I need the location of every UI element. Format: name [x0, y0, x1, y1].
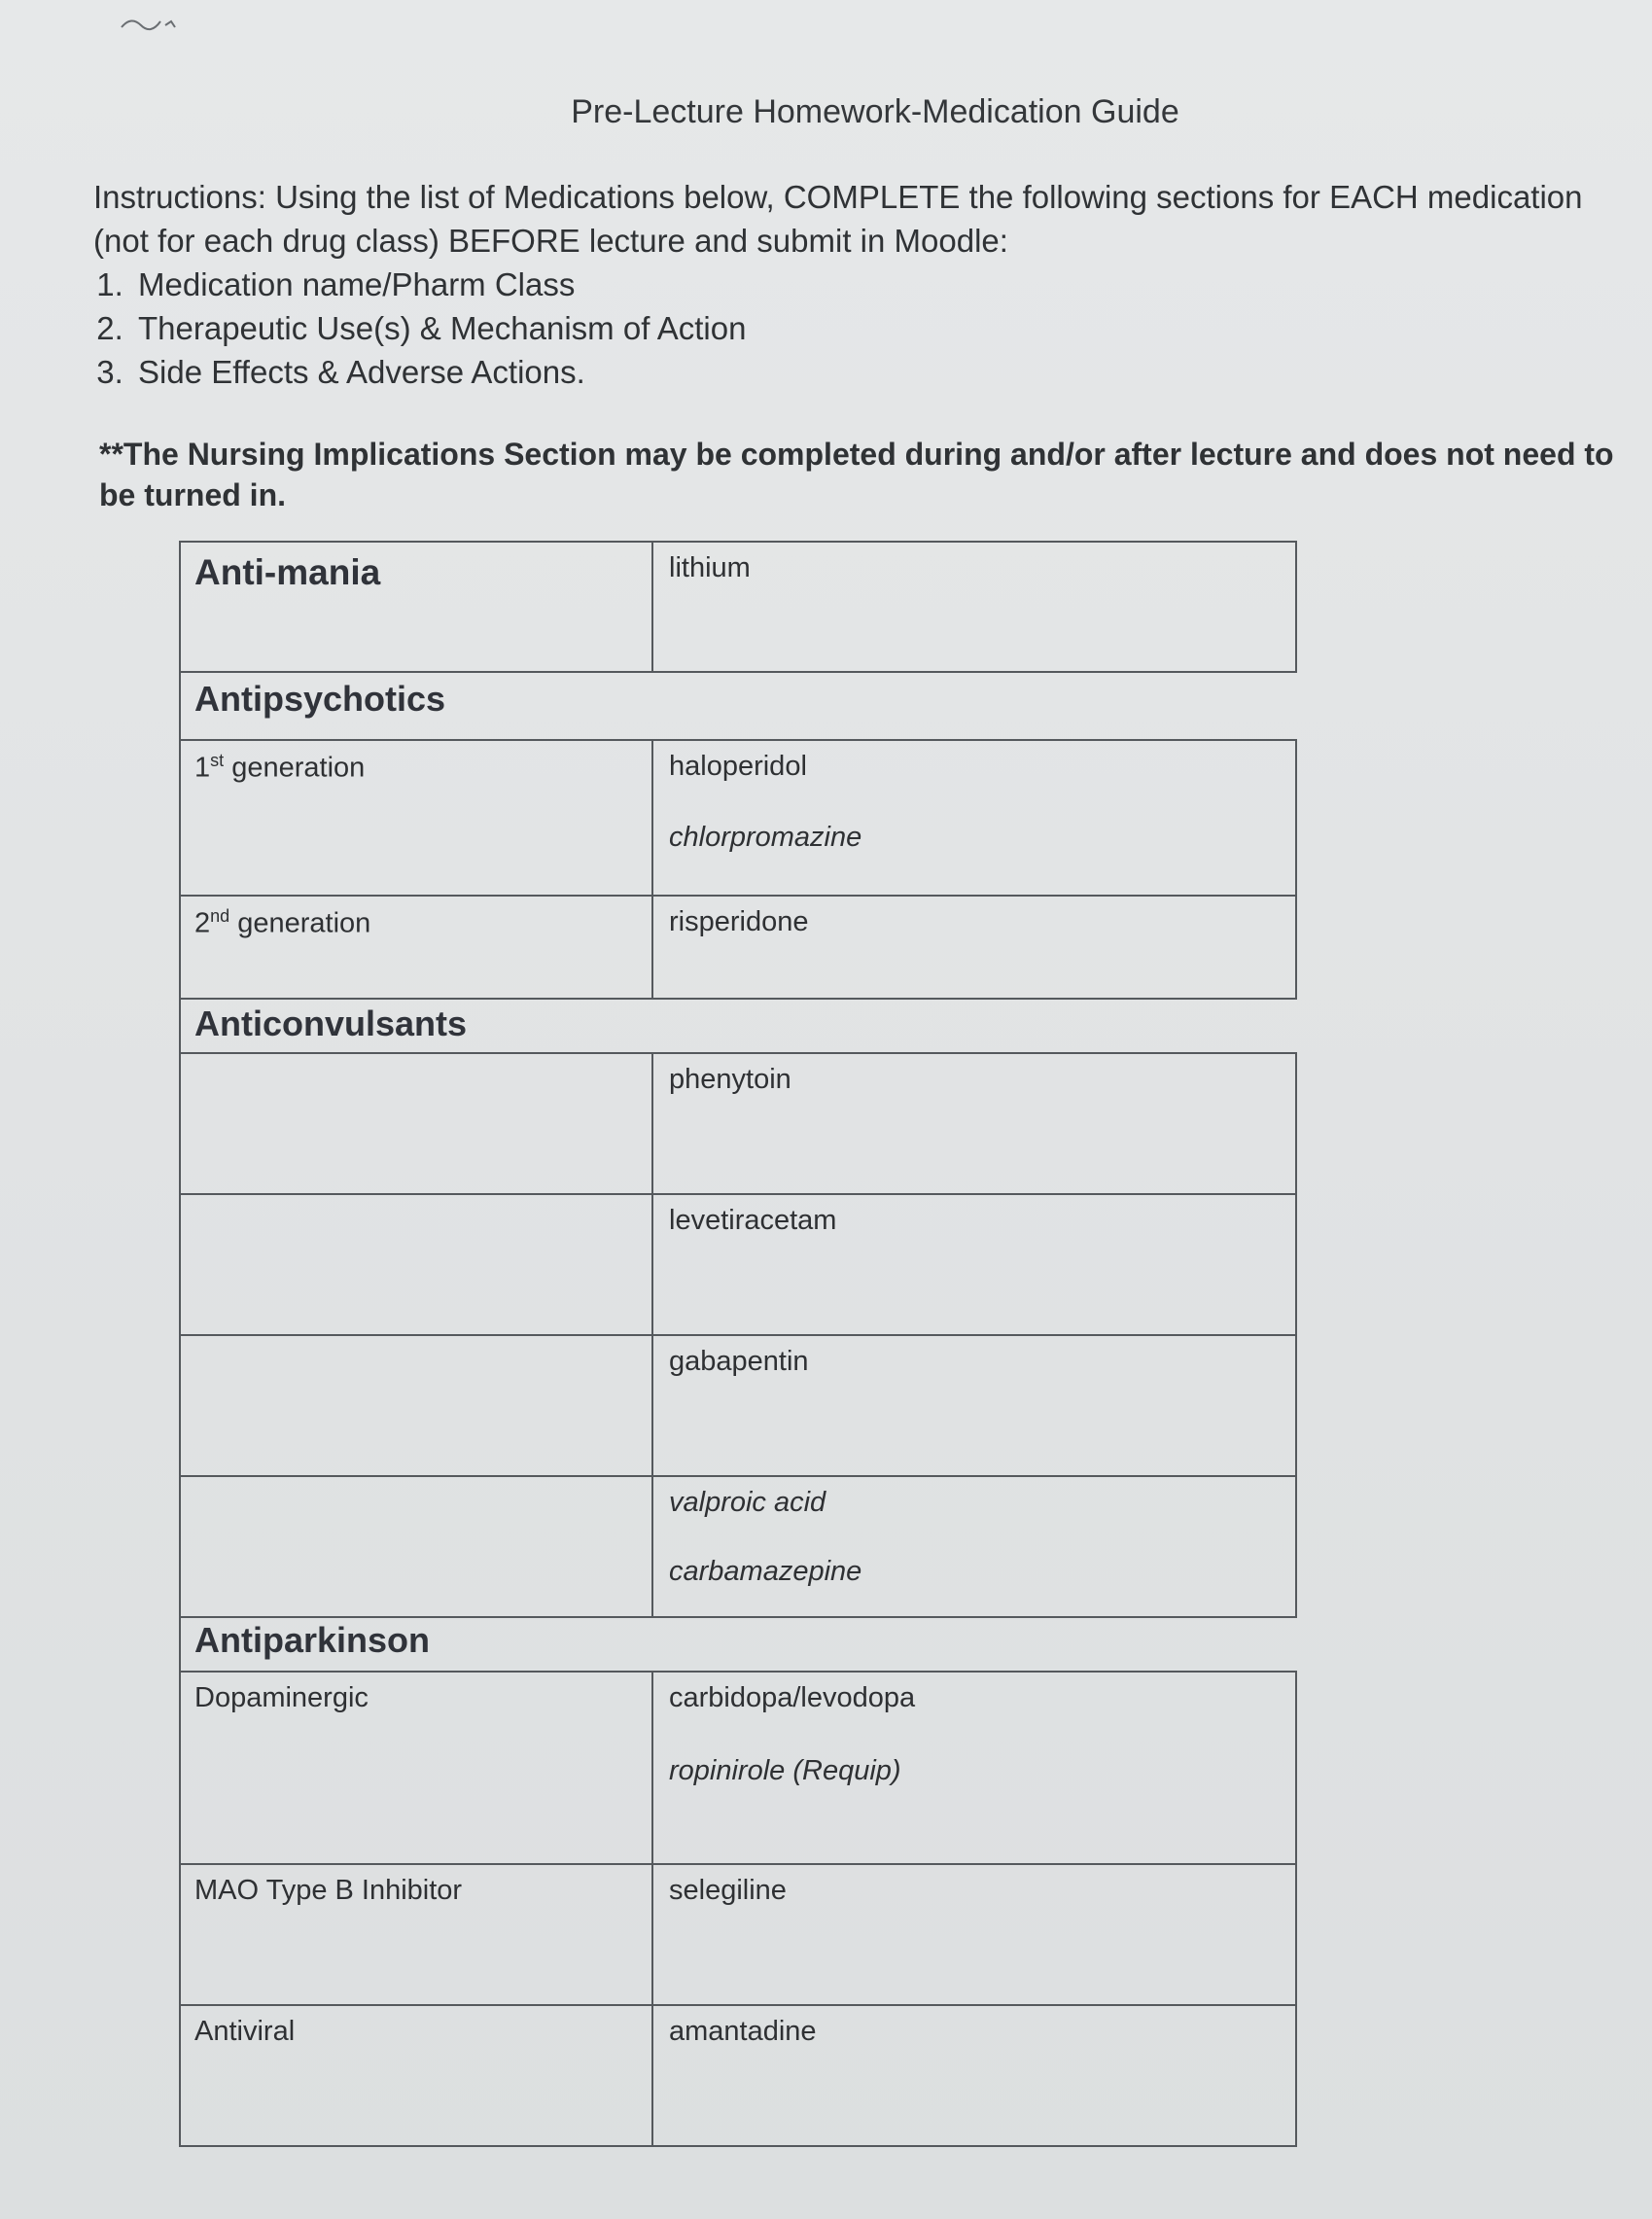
second-gen-sup: nd: [210, 906, 230, 926]
pen-mark-scribble: [117, 8, 204, 47]
drug-name: selegiline: [669, 1875, 787, 1906]
anti-mania-drug-cell: [653, 543, 1295, 671]
anticonvulsants-drug-cell: [653, 1336, 1295, 1475]
antipsychotics-heading-row: [179, 671, 1297, 739]
antiviral-label: Antiviral: [194, 2016, 296, 2047]
anticonvulsants-label-cell: [181, 1054, 653, 1193]
step-item: 1. Medication name/Pharm Class: [132, 263, 1630, 306]
anticonvulsants-label-cell: [181, 1477, 653, 1616]
antiviral-row: [179, 2004, 1297, 2147]
antipsychotics-first-gen-row: [179, 739, 1297, 895]
anticonvulsants-drug-cell: [653, 1195, 1295, 1334]
anticonvulsants-drug-cell: [653, 1477, 1295, 1616]
anticonvulsants-label-cell: [181, 1336, 653, 1475]
step-item: 3. Side Effects & Adverse Actions.: [132, 350, 1630, 394]
anti-mania-heading: Anti-mania: [194, 552, 381, 592]
antipsychotics-second-gen-row: [179, 895, 1297, 998]
dopaminergic-label: Dopaminergic: [194, 1682, 369, 1713]
anti-mania-label-cell: [181, 543, 653, 671]
drug-name: valproic acid: [669, 1487, 826, 1518]
antiparkinson-heading: Antiparkinson: [194, 1620, 431, 1660]
page-title: Pre-Lecture Homework-Medication Guide: [571, 93, 1179, 130]
drug-name: risperidone: [669, 906, 809, 937]
drug-name: amantadine: [669, 2016, 817, 2047]
second-gen-num: 2: [194, 907, 211, 939]
drug-name: chlorpromazine: [669, 822, 862, 853]
instructions-line-1: Instructions: Using the list of Medications below, COMPLETE the following sections for EACH medication: [93, 179, 1583, 215]
anticonvulsants-label-cell: [181, 1195, 653, 1334]
drug-name: phenytoin: [669, 1064, 791, 1095]
medication-table: [179, 541, 1297, 2147]
first-gen-label: generation: [224, 752, 366, 784]
anticonvulsants-heading-row: [179, 998, 1297, 1052]
first-gen-num: 1: [194, 752, 211, 784]
mao-b-drug-cell: [653, 1865, 1295, 2004]
drug-name: ropinirole (Requip): [669, 1755, 901, 1786]
dopaminergic-label-cell: [181, 1673, 653, 1863]
drug-name: carbamazepine: [669, 1556, 862, 1587]
anticonvulsants-row: [179, 1475, 1297, 1616]
drug-name: gabapentin: [669, 1346, 809, 1377]
anticonvulsants-drug-cell: [653, 1054, 1295, 1193]
antiviral-drug-cell: [653, 2006, 1295, 2145]
step-item: 2. Therapeutic Use(s) & Mechanism of Action: [132, 306, 1630, 350]
drug-name: levetiracetam: [669, 1205, 837, 1236]
nursing-implications-note: **The Nursing Implications Section may be completed during and/or after lecture and does not need to be turned in.: [99, 437, 1614, 512]
second-gen-label-cell: [181, 897, 653, 998]
antipsychotics-heading: Antipsychotics: [194, 679, 446, 719]
second-gen-label: generation: [229, 907, 371, 939]
first-gen-label-cell: [181, 741, 653, 895]
anticonvulsants-row: [179, 1052, 1297, 1193]
mao-b-label-cell: [181, 1865, 653, 2004]
instructions-block: [93, 175, 1630, 394]
drug-name: lithium: [669, 552, 751, 583]
anticonvulsants-heading: Anticonvulsants: [194, 1004, 468, 1043]
first-gen-drug-cell: [653, 741, 1295, 895]
mao-b-label: MAO Type B Inhibitor: [194, 1875, 463, 1906]
dopaminergic-drug-cell: [653, 1673, 1295, 1863]
second-gen-drug-cell: [653, 897, 1295, 998]
mao-b-row: [179, 1863, 1297, 2004]
dopaminergic-row: [179, 1671, 1297, 1863]
anti-mania-row: [179, 541, 1297, 671]
anticonvulsants-row: [179, 1334, 1297, 1475]
antiviral-label-cell: [181, 2006, 653, 2145]
anticonvulsants-row: [179, 1193, 1297, 1334]
drug-name: carbidopa/levodopa: [669, 1682, 916, 1713]
instructions-steps: [93, 263, 1630, 394]
antiparkinson-heading-row: [179, 1616, 1297, 1671]
drug-name: haloperidol: [669, 751, 807, 782]
instructions-line-2: (not for each drug class) BEFORE lecture and submit in Moodle:: [93, 223, 1008, 259]
first-gen-sup: st: [210, 751, 225, 770]
